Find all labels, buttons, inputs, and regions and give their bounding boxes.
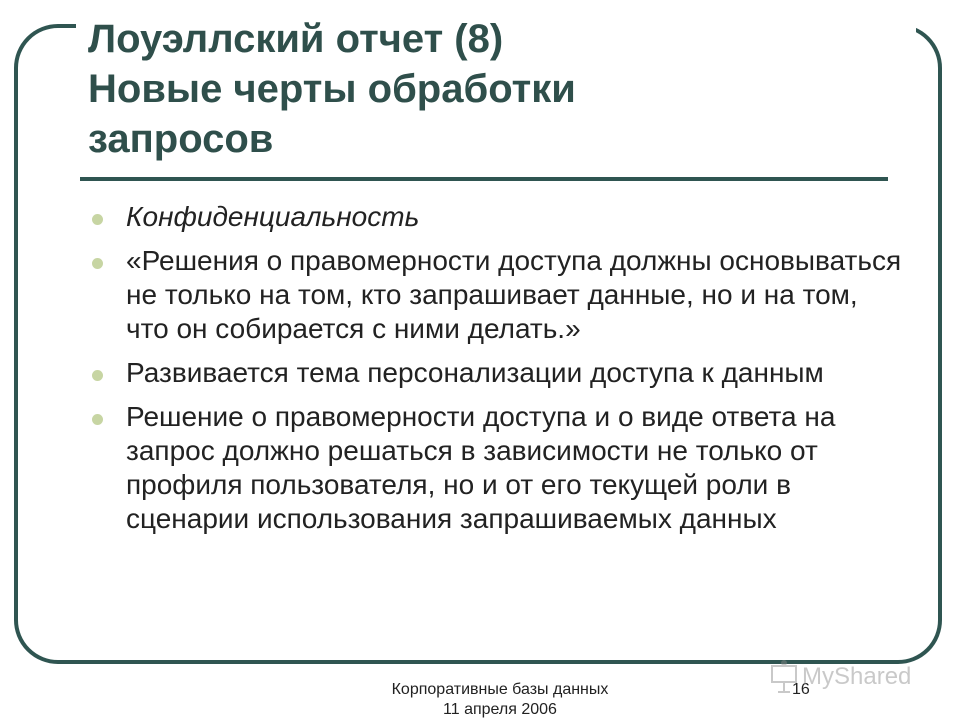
bullet-list: [88, 200, 908, 546]
footer-course-name: Корпоративные базы данных: [391, 681, 609, 698]
title-line-1: Лоуэллский отчет (8): [88, 17, 504, 61]
watermark-text: MyShared: [802, 663, 912, 690]
watermark-logo: [770, 654, 930, 698]
bullet-item-confidentiality: [88, 200, 908, 234]
bullet-dot: [92, 258, 103, 269]
bullet-text: Развивается тема персонализации доступа к данным: [126, 357, 824, 388]
bullet-text: «Решения о правомерности доступа должны основываться не только на том, кто запрашивает данные, но и на том, что он собирается с ними делать.»: [126, 245, 902, 344]
bullet-item-role-based-decision: [88, 400, 908, 536]
bullet-item-personalization: [88, 356, 908, 390]
bullet-item-access-decisions: [88, 244, 908, 346]
bullet-dot: [92, 370, 103, 381]
title-divider: [80, 177, 888, 181]
slide-footer: [360, 680, 640, 720]
presentation-board-icon: [772, 660, 796, 692]
title-line-3: запросов: [88, 117, 274, 161]
bullet-text: Конфиденциальность: [126, 201, 420, 232]
footer-date: 11 апреля 2006: [443, 701, 557, 718]
bullet-dot: [92, 214, 103, 225]
slide-title: [76, 14, 916, 164]
bullet-text: Решение о правомерности доступа и о виде ответа на запрос должно решаться в зависимости не только от профиля пользователя, но и от его текущей роли в сценарии использования запрашиваемых данных: [126, 401, 836, 534]
title-line-2: Новые черты обработки: [88, 67, 576, 111]
page-number: 16: [792, 681, 810, 698]
bullet-dot: [92, 414, 103, 425]
